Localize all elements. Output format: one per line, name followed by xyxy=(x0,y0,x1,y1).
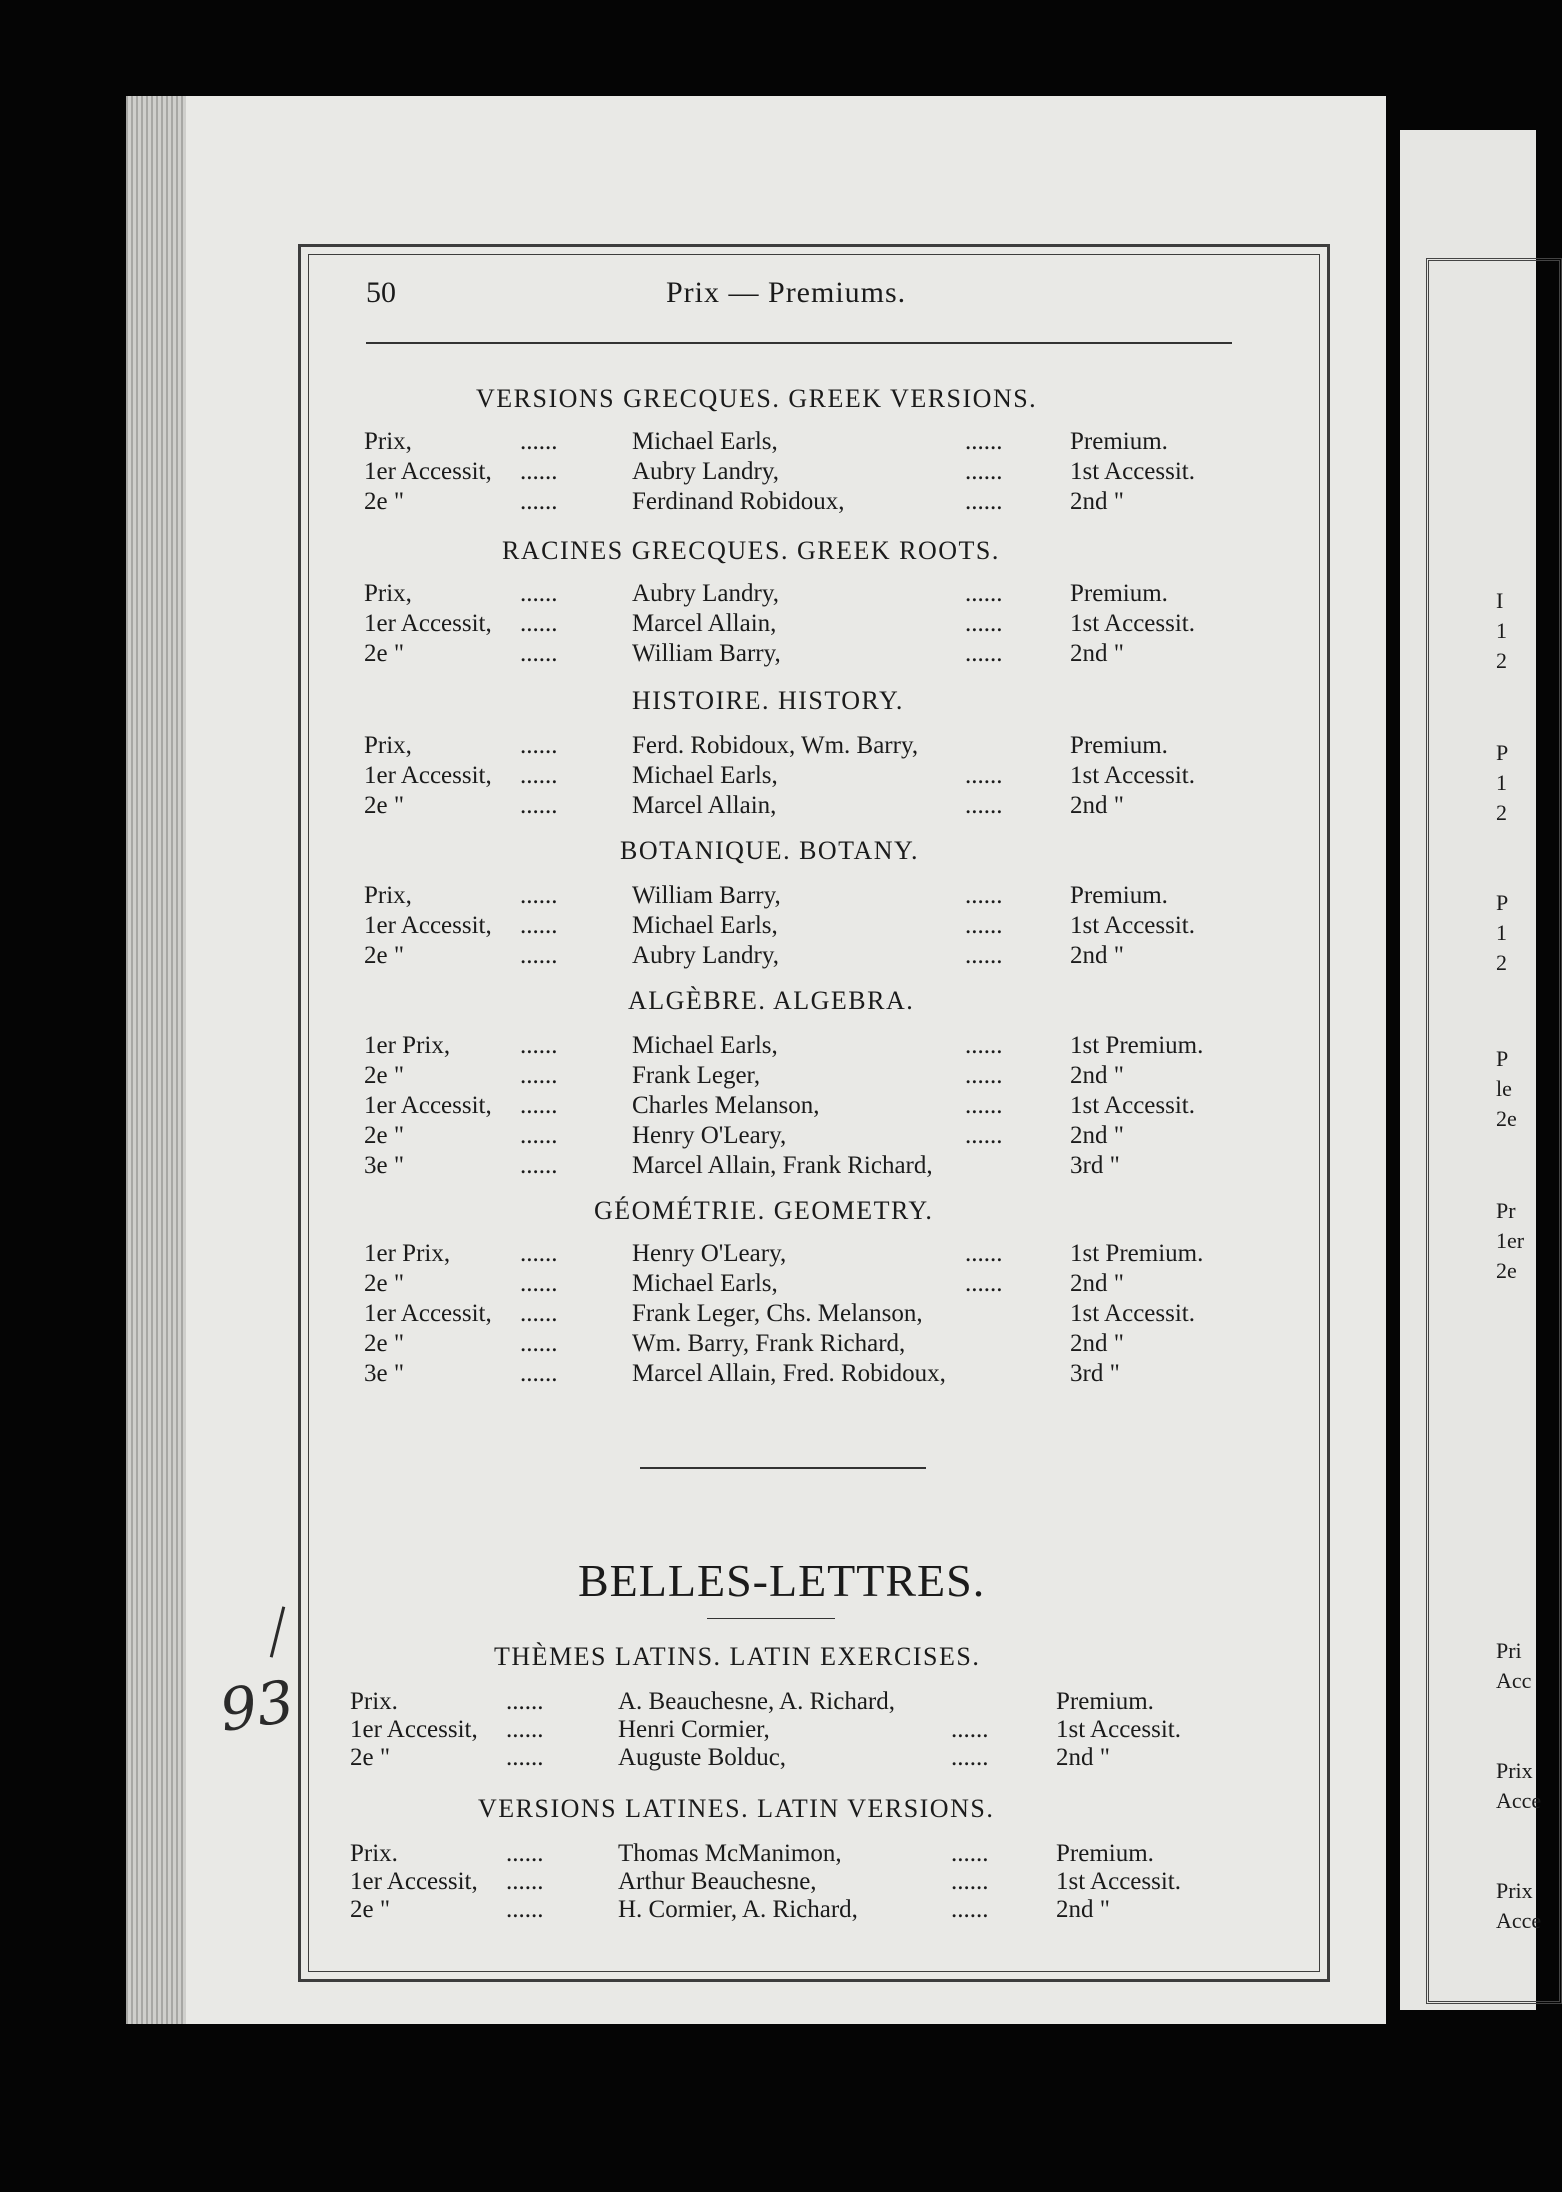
prize-dots: ...... xyxy=(520,428,558,455)
belles-lettres-title: BELLES-LETTRES. xyxy=(578,1555,986,1606)
facing-fragment: 1 xyxy=(1496,770,1507,795)
prize-row xyxy=(0,1896,1522,1926)
facing-fragment: 1 xyxy=(1496,920,1507,945)
prize-label: 1er Accessit, xyxy=(364,762,492,789)
prize-dots: ...... xyxy=(506,1688,544,1715)
prize-dots2: ...... xyxy=(965,942,1003,969)
facing-fragment: Prix xyxy=(1496,1878,1533,1903)
prize-dots: ...... xyxy=(506,1896,544,1923)
prize-label: 2e " xyxy=(350,1896,391,1923)
prize-label: 2e " xyxy=(364,1270,405,1297)
prize-label: Prix. xyxy=(350,1688,398,1715)
facing-fragment: I xyxy=(1496,588,1504,613)
prize-award: Premium. xyxy=(1056,1688,1154,1715)
prize-award: Premium. xyxy=(1070,580,1168,607)
prize-award: 2nd " xyxy=(1070,488,1124,515)
prize-row xyxy=(0,1240,1536,1270)
facing-fragment: 2 xyxy=(1496,950,1507,975)
prize-dots: ...... xyxy=(520,732,558,759)
section-title: VERSIONS GRECQUES. GREEK VERSIONS. xyxy=(476,384,1038,413)
prize-dots: ...... xyxy=(520,458,558,485)
prize-dots2: ...... xyxy=(965,488,1003,515)
prize-label: Prix, xyxy=(364,882,412,909)
prize-name: Michael Earls, xyxy=(632,762,778,789)
facing-fragment: P xyxy=(1496,890,1509,915)
prize-name: Auguste Bolduc, xyxy=(618,1744,787,1771)
prize-dots: ...... xyxy=(520,1360,558,1387)
prize-name: Aubry Landry, xyxy=(632,580,779,607)
prize-award: 1st Accessit. xyxy=(1056,1716,1181,1743)
title-underline xyxy=(707,1618,835,1619)
prize-dots: ...... xyxy=(506,1744,544,1771)
prize-row xyxy=(0,610,1536,643)
prize-name: Henri Cormier, xyxy=(618,1716,770,1743)
prize-name: Michael Earls, xyxy=(632,1032,778,1059)
prize-dots: ...... xyxy=(520,1300,558,1327)
section-divider xyxy=(640,1467,926,1469)
prize-name: Frank Leger, Chs. Melanson, xyxy=(632,1300,923,1327)
prize-row xyxy=(0,640,1536,673)
prize-name: Henry O'Leary, xyxy=(632,1122,787,1149)
prize-row xyxy=(0,942,1536,975)
prize-dots: ...... xyxy=(520,1032,558,1059)
prize-dots: ...... xyxy=(520,882,558,909)
prize-row xyxy=(0,1868,1522,1898)
prize-row xyxy=(0,1300,1536,1330)
prize-award: 2nd " xyxy=(1070,942,1124,969)
prize-dots2: ...... xyxy=(965,428,1003,455)
prize-row xyxy=(0,882,1536,915)
prize-dots: ...... xyxy=(506,1716,544,1743)
prize-label: 1er Accessit, xyxy=(364,610,492,637)
prize-award: Premium. xyxy=(1070,882,1168,909)
prize-name: Ferdinand Robidoux, xyxy=(632,488,845,515)
prize-dots: ...... xyxy=(506,1840,544,1867)
prize-row xyxy=(0,1744,1522,1774)
prize-award: 3rd " xyxy=(1070,1360,1120,1387)
prize-label: 1er Prix, xyxy=(364,1240,451,1267)
prize-label: 2e " xyxy=(364,640,405,667)
prize-row xyxy=(0,1360,1536,1390)
prize-row xyxy=(0,732,1536,765)
prize-dots2: ...... xyxy=(965,792,1003,819)
prize-name: Henry O'Leary, xyxy=(632,1240,787,1267)
prize-row xyxy=(0,1330,1536,1360)
prize-label: 2e " xyxy=(364,942,405,969)
prize-label: 2e " xyxy=(364,1062,405,1089)
facing-fragment: P xyxy=(1496,1046,1509,1071)
prize-name: Thomas McManimon, xyxy=(618,1840,842,1867)
facing-fragment: 1er xyxy=(1496,1228,1525,1253)
prize-award: Premium. xyxy=(1070,732,1168,759)
prize-dots: ...... xyxy=(520,1330,558,1357)
prize-dots2: ...... xyxy=(965,640,1003,667)
prize-dots2: ...... xyxy=(951,1744,989,1771)
prize-name: Frank Leger, xyxy=(632,1062,761,1089)
facing-fragment: Acce xyxy=(1496,1908,1542,1933)
prize-award: 2nd " xyxy=(1070,792,1124,819)
prize-row xyxy=(0,1032,1536,1062)
prize-dots2: ...... xyxy=(965,762,1003,789)
prize-dots2: ...... xyxy=(965,610,1003,637)
prize-dots: ...... xyxy=(520,762,558,789)
section-title: THÈMES LATINS. LATIN EXERCISES. xyxy=(494,1642,981,1671)
prize-dots: ...... xyxy=(520,1062,558,1089)
prize-label: 1er Prix, xyxy=(364,1032,451,1059)
prize-row xyxy=(0,488,1536,518)
prize-name: Wm. Barry, Frank Richard, xyxy=(632,1330,906,1357)
prize-dots: ...... xyxy=(520,912,558,939)
prize-award: Premium. xyxy=(1056,1840,1154,1867)
facing-fragment: Prix xyxy=(1496,1758,1533,1783)
prize-name: Marcel Allain, Frank Richard, xyxy=(632,1152,933,1179)
prize-dots: ...... xyxy=(520,792,558,819)
prize-award: 1st Accessit. xyxy=(1070,762,1195,789)
prize-dots: ...... xyxy=(520,580,558,607)
section-title: ALGÈBRE. ALGEBRA. xyxy=(628,986,915,1015)
facing-fragment: Acc xyxy=(1496,1668,1532,1693)
prize-name: Arthur Beauchesne, xyxy=(618,1868,817,1895)
prize-dots2: ...... xyxy=(965,882,1003,909)
facing-fragment: Pri xyxy=(1496,1638,1522,1663)
prize-name: Michael Earls, xyxy=(632,428,778,455)
prize-award: 2nd " xyxy=(1070,1122,1124,1149)
prize-dots2: ...... xyxy=(965,1092,1003,1119)
prize-label: 1er Accessit, xyxy=(350,1716,478,1743)
prize-dots2: ...... xyxy=(965,1032,1003,1059)
prize-label: 1er Accessit, xyxy=(364,1092,492,1119)
prize-award: 1st Accessit. xyxy=(1070,1092,1195,1119)
facing-fragment: 2 xyxy=(1496,648,1507,673)
prize-row xyxy=(0,762,1536,795)
prize-name: William Barry, xyxy=(632,640,781,667)
prize-label: 3e " xyxy=(364,1152,405,1179)
prize-dots: ...... xyxy=(520,610,558,637)
facing-fragment: le xyxy=(1496,1076,1512,1101)
prize-award: 2nd " xyxy=(1070,1062,1124,1089)
prize-award: 2nd " xyxy=(1070,1330,1124,1357)
prize-dots2: ...... xyxy=(965,580,1003,607)
prize-award: Premium. xyxy=(1070,428,1168,455)
prize-row xyxy=(0,1122,1536,1152)
prize-label: 2e " xyxy=(350,1744,391,1771)
prize-label: 2e " xyxy=(364,792,405,819)
header-rule xyxy=(366,342,1232,344)
prize-row xyxy=(0,1270,1536,1300)
prize-award: 2nd " xyxy=(1070,640,1124,667)
prize-label: 2e " xyxy=(364,488,405,515)
prize-dots2: ...... xyxy=(965,1270,1003,1297)
prize-name: Ferd. Robidoux, Wm. Barry, xyxy=(632,732,919,759)
prize-dots2: ...... xyxy=(965,1122,1003,1149)
prize-dots: ...... xyxy=(520,1092,558,1119)
prize-name: Michael Earls, xyxy=(632,1270,778,1297)
prize-label: Prix, xyxy=(364,580,412,607)
prize-label: 2e " xyxy=(364,1330,405,1357)
prize-award: 1st Accessit. xyxy=(1056,1868,1181,1895)
prize-award: 1st Premium. xyxy=(1070,1240,1204,1267)
prize-dots2: ...... xyxy=(951,1868,989,1895)
prize-label: Prix, xyxy=(364,732,412,759)
facing-fragment: 1 xyxy=(1496,618,1507,643)
prize-row xyxy=(0,1152,1536,1182)
section-title: HISTOIRE. HISTORY. xyxy=(632,686,904,715)
page-number: 50 xyxy=(366,276,396,309)
prize-row xyxy=(0,428,1536,458)
prize-row xyxy=(0,1840,1522,1870)
prize-label: 1er Accessit, xyxy=(350,1868,478,1895)
prize-row xyxy=(0,458,1536,488)
prize-row xyxy=(0,1062,1536,1092)
prize-label: 3e " xyxy=(364,1360,405,1387)
prize-label: 2e " xyxy=(364,1122,405,1149)
prize-row xyxy=(0,580,1536,613)
section-title: VERSIONS LATINES. LATIN VERSIONS. xyxy=(478,1794,995,1823)
prize-label: Prix, xyxy=(364,428,412,455)
facing-fragment: Pr xyxy=(1496,1198,1516,1223)
prize-award: 2nd " xyxy=(1056,1744,1110,1771)
prize-name: Michael Earls, xyxy=(632,912,778,939)
facing-fragment: Acce xyxy=(1496,1788,1542,1813)
prize-dots: ...... xyxy=(520,640,558,667)
prize-dots2: ...... xyxy=(965,1240,1003,1267)
prize-dots2: ...... xyxy=(951,1896,989,1923)
prize-award: 2nd " xyxy=(1056,1896,1110,1923)
prize-label: Prix. xyxy=(350,1840,398,1867)
facing-fragment: 2e xyxy=(1496,1106,1517,1131)
prize-award: 1st Accessit. xyxy=(1070,458,1195,485)
prize-label: 1er Accessit, xyxy=(364,1300,492,1327)
prize-award: 1st Accessit. xyxy=(1070,610,1195,637)
section-title: GÉOMÉTRIE. GEOMETRY. xyxy=(594,1196,934,1225)
prize-award: 1st Accessit. xyxy=(1070,912,1195,939)
facing-fragment: P xyxy=(1496,740,1509,765)
prize-row xyxy=(0,1092,1536,1122)
prize-name: Aubry Landry, xyxy=(632,458,779,485)
prize-row xyxy=(0,912,1536,945)
prize-dots: ...... xyxy=(506,1868,544,1895)
prize-award: 1st Premium. xyxy=(1070,1032,1204,1059)
prize-dots: ...... xyxy=(520,1270,558,1297)
facing-fragment: 2e xyxy=(1496,1258,1517,1283)
prize-award: 2nd " xyxy=(1070,1270,1124,1297)
prize-name: Aubry Landry, xyxy=(632,942,779,969)
prize-name: Charles Melanson, xyxy=(632,1092,820,1119)
section-title: BOTANIQUE. BOTANY. xyxy=(620,836,919,865)
facing-fragment: 2 xyxy=(1496,800,1507,825)
prize-name: A. Beauchesne, A. Richard, xyxy=(618,1688,896,1715)
prize-dots: ...... xyxy=(520,488,558,515)
prize-dots: ...... xyxy=(520,942,558,969)
prize-label: 1er Accessit, xyxy=(364,458,492,485)
prize-name: William Barry, xyxy=(632,882,781,909)
prize-dots: ...... xyxy=(520,1152,558,1179)
prize-dots: ...... xyxy=(520,1122,558,1149)
margin-note: 93 xyxy=(215,1667,299,1745)
prize-dots2: ...... xyxy=(965,1062,1003,1089)
prize-name: Marcel Allain, Fred. Robidoux, xyxy=(632,1360,946,1387)
prize-dots2: ...... xyxy=(951,1716,989,1743)
section-title: RACINES GRECQUES. GREEK ROOTS. xyxy=(502,536,1000,565)
prize-dots2: ...... xyxy=(951,1840,989,1867)
prize-name: Marcel Allain, xyxy=(632,610,777,637)
prize-label: 1er Accessit, xyxy=(364,912,492,939)
prize-award: 3rd " xyxy=(1070,1152,1120,1179)
prize-dots: ...... xyxy=(520,1240,558,1267)
prize-name: Marcel Allain, xyxy=(632,792,777,819)
prize-award: 1st Accessit. xyxy=(1070,1300,1195,1327)
prize-name: H. Cormier, A. Richard, xyxy=(618,1896,858,1923)
prize-dots2: ...... xyxy=(965,458,1003,485)
prize-dots2: ...... xyxy=(965,912,1003,939)
prize-row xyxy=(0,792,1536,825)
running-title: Prix — Premiums. xyxy=(666,276,907,309)
